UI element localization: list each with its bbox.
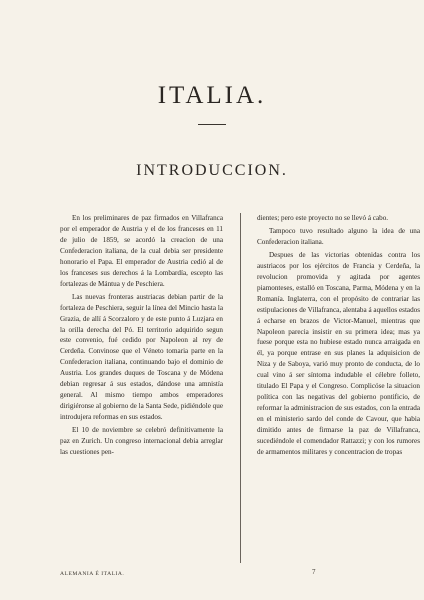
paragraph: Las nuevas fronteras austriacas debian partir de la fortaleza de Peschiera, seguir la línea del Mincio hasta la Grazia, de allí á Scorzaloro y de este punto á Luzjara en la orilla derecha del Pó. El territorio adquirido segun este convenio, fué cedido por Napoleon al rey de Cerdeña. Convinose que el Véneto tomaria parte en la Confederacion italiana, continuando bajo el dominio de Austria. Los grandes duques de Toscana y de Módena debian regresar á sus estados, dándose una amnistía general. Al mismo tiempo ambos emperadores dirigiéronse al gobierno de la Santa Sede, pidiéndole que introdujera reformas en sus estados.: [60, 292, 223, 422]
title-rule: [198, 124, 226, 125]
paragraph: El 10 de noviembre se celebró definitivamente la paz en Zurich. Un congreso internacional debia arreglar las cuestiones pen-: [60, 426, 223, 457]
running-footer: ALEMANIA É ITALIA.: [60, 571, 125, 577]
left-column: [60, 213, 223, 458]
paragraph: Tampoco tuvo resultado alguno la idea de una Confederacion italiana.: [257, 226, 420, 246]
page-title: ITALIA.: [157, 82, 267, 109]
paragraph: dientes; pero este proyecto no se llevó á cabo.: [257, 214, 389, 222]
paragraph: En los preliminares de paz firmados en Villafranca por el emperador de Austria y el de los franceses en 11 de julio de 1859, se acordó la creacion de una Confederacion italiana, de la cual debia ser presidente honorario el Papa. El emperador de Austria cedió al de los franceses sus derechos á la Lombardía, escepto las fortalezas de Mántua y de Peschiera.: [60, 214, 223, 288]
page-number: 7: [312, 568, 316, 576]
column-divider: [240, 213, 241, 563]
paragraph: Despues de las victorias obtenidas contra los austriacos por los ejércitos de Francia y Cerdeña, la revolucion promovida y agitada por agentes piamonteses, estalló en Toscana, Parma, Módena y en la Romanía. Inglaterra, con el propósito de contrariar las estipulaciones de Villafranca, alentaba á aquellos estados á echarse en brazos de Victor-Manuel, mientras que Napoleon parecia insistir en su primera idea; mas ya fuese porque esta no hubiese estado nunca arraigada en él, ya porque entrase en sus planes la adquisicion de Niza y de Saboya, varió muy pronto de conducta, de lo cual vino á ser síntoma indudable el célebre folleto, titulado El Papa y el Congreso. Complicóse la situacion política con las negativas del gobierno pontificio, de reformar la administracion de sus estados, con la entrada en el ministerio sardo del conde de Cavour, que habia dimitido antes de firmarse la paz de Villafranca, sucediéndole el comendador Rattazzi; y con los rumores de armamentos militares y concentracion de tropas: [257, 250, 421, 457]
right-column: [257, 213, 420, 458]
section-title: INTRODUCCION.: [136, 162, 288, 179]
